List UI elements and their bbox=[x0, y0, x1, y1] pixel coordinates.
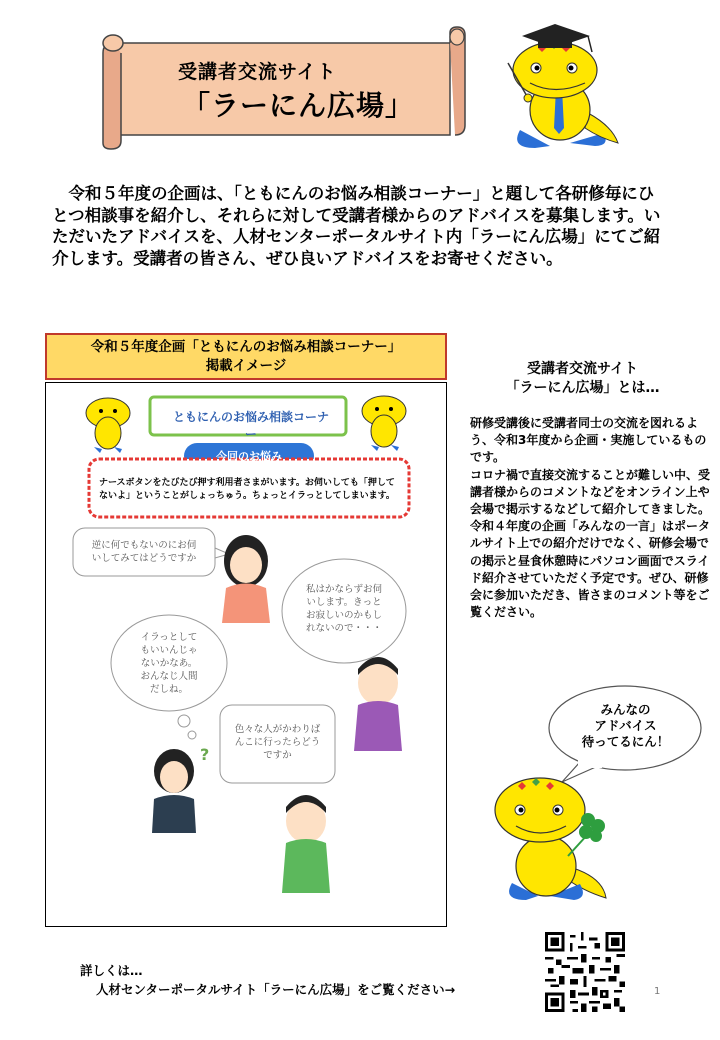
page-number: 1 bbox=[654, 986, 661, 997]
sample-caption-box bbox=[45, 333, 447, 380]
advice-bubble-4: 色々な人がかわりば んこに行ったらどう ですか bbox=[234, 724, 321, 761]
caption-line1: 令和５年度企画「ともにんのお悩み相談コーナー」 bbox=[90, 339, 402, 355]
sample-illustration bbox=[46, 383, 446, 926]
mini-mascot-left bbox=[86, 398, 130, 453]
advice-bubble-2: 私はかならずお伺 いします。きっと お寂しいのかもし れないので・・・ bbox=[305, 584, 382, 634]
intro-paragraph: 令和５年度の企画は、「ともにんのお悩み相談コーナー」と題して各研修毎にひとつ相談事を紹介し、それらに対して受講者様からのアドバイスを募集します。いただいたアドバイスを、人材センターポータルサイト内「ラーにん広場」にてご紹介します。受講者の皆さん、ぜひ良いアドバイスをお寄せください。 bbox=[52, 184, 661, 268]
footer-details-label: 詳しくは… bbox=[80, 963, 143, 978]
man-green-illustration bbox=[282, 795, 330, 893]
question-mark: ? bbox=[200, 745, 210, 764]
woman-pink-illustration bbox=[222, 535, 270, 623]
mini-mascot-right bbox=[362, 396, 406, 451]
sample-header-title: ともにんのお悩み相談コーナー bbox=[172, 410, 329, 441]
qr-code[interactable] bbox=[545, 932, 625, 1012]
advice-bubble-1: 逆に何でもないのにお伺 いしてみてはどうですか bbox=[91, 540, 197, 564]
footer-portal-link[interactable]: 人材センターポータルサイト「ラーにん広場」をご覧ください→ bbox=[96, 982, 456, 997]
mascot-bubble-text: みんなの アドバイス 待ってるにん！ bbox=[581, 702, 670, 749]
banner-title-line2: 「ラーにん広場」 bbox=[182, 89, 415, 122]
right-section-body: 研修受講後に受講者同士の交流を図れるよう、令和3年度から企画・実施しているものです。 コロナ禍で直接交流することが難しい中、受講者様からのコメントなどをオンライン上や会場で掲示するなどして紹介してきました。 令和４年度の企画「みんなの一言」はポータルサイト上での紹介だけでなく、研修会場での掲示と昼食休憩時にパソコン画面でスライド紹介させていただく予定です。ぜひ、研修会に参加いただき、皆さまのコメント等をご覧ください。 bbox=[470, 416, 711, 620]
mascot-professor-illustration bbox=[500, 18, 620, 153]
man-purple-illustration bbox=[354, 657, 402, 751]
banner-title-line1: 受講者交流サイト bbox=[178, 61, 337, 83]
mascot-clover-illustration bbox=[488, 768, 613, 903]
sample-image-frame bbox=[45, 382, 447, 927]
sample-worry-pill: 今回のお悩み bbox=[216, 450, 282, 463]
advice-bubble-3: イラっとして もいいんじゃ ないかなあ。 おんなじ人間 だしね。 bbox=[140, 632, 198, 695]
caption-line2: 掲載イメージ bbox=[205, 358, 287, 374]
right-section-title: 受講者交流サイト 「ラーにん広場」とは… bbox=[505, 361, 660, 396]
woman-suit-illustration bbox=[152, 749, 196, 833]
sample-worry-text: ナースボタンをたびたび押す利用者さまがいます。お伺いしても「押してないよ」ということがしょっちゅう。ちょっとイラっとしてしまいます。 bbox=[99, 478, 395, 501]
